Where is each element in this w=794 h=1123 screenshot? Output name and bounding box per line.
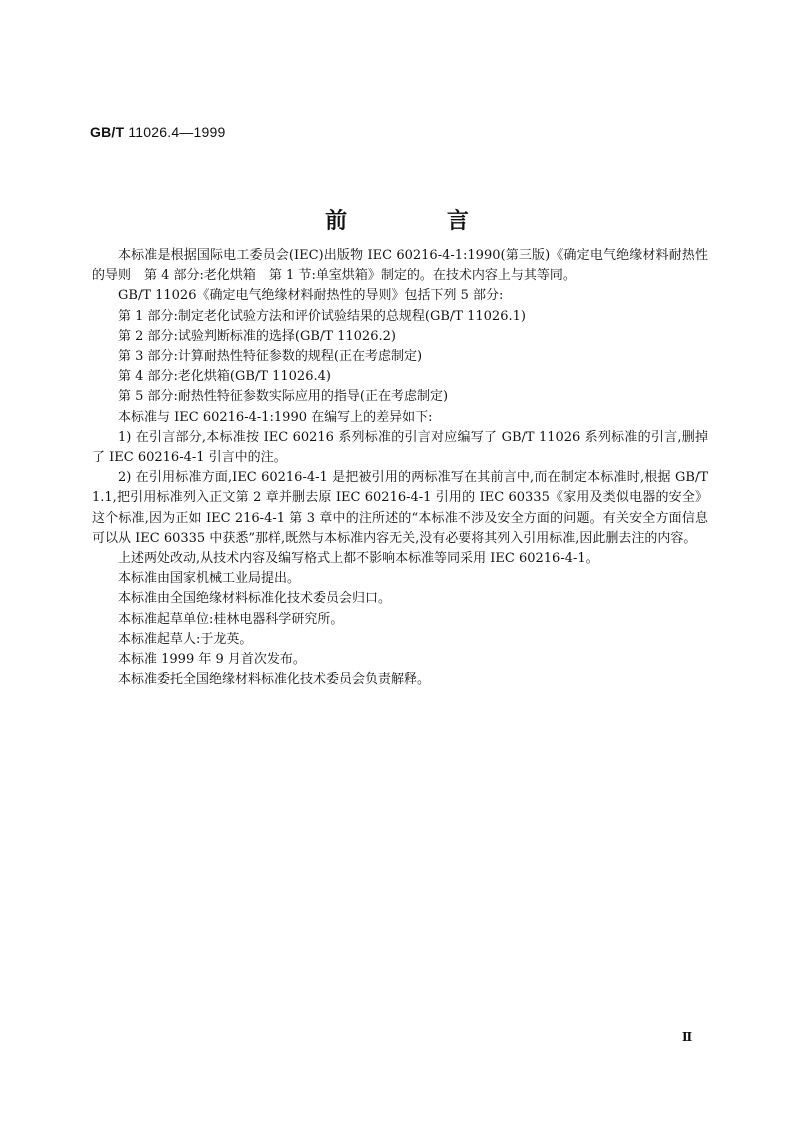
standard-code-number: 11026.4—1999	[128, 124, 226, 140]
foreword-body	[92, 246, 708, 690]
paragraph-series-intro: GB/T 11026《确定电气绝缘材料耐热性的导则》包括下列 5 部分:	[118, 288, 504, 304]
paragraph-differences-intro: 本标准与 IEC 60216-4-1:1990 在编写上的差异如下:	[118, 409, 433, 425]
standard-code	[90, 124, 225, 140]
paragraph-drafting-unit: 本标准起草单位:桂林电器科学研究所。	[118, 611, 344, 627]
list-item-part-2: 第 2 部分:试验判断标准的选择(GB/T 11026.2)	[118, 328, 396, 344]
paragraph-origin: 本标准是根据国际电工委员会(IEC)出版物 IEC 60216-4-1:1990(第三版)《确定电气绝缘材料耐热性的导则 第 4 部分:老化烘箱 第 1 节:单室烘箱》制定的。在技术内容上与其等同。	[92, 248, 708, 284]
paragraph-interpretation: 本标准委托全国绝缘材料标准化技术委员会负责解释。	[118, 672, 431, 688]
paragraph-equivalence: 上述两处改动,从技术内容及编写格式上都不影响本标准等同采用 IEC 60216-4-1。	[118, 551, 599, 567]
page-title: 前 言	[325, 209, 515, 234]
paragraph-proposer: 本标准由国家机械工业局提出。	[118, 571, 301, 587]
paragraph-difference-1: 1) 在引言部分,本标准按 IEC 60216 系列标准的引言对应编写了 GB/T 11026 系列标准的引言,删掉了 IEC 60216-4-1 引言中的注。	[92, 429, 708, 466]
list-item-part-5: 第 5 部分:耐热性特征参数实际应用的指导(正在考虑制定)	[118, 389, 449, 405]
list-item-part-4: 第 4 部分:老化烘箱(GB/T 11026.4)	[118, 369, 331, 385]
page-number: Ⅱ	[682, 1030, 693, 1044]
list-item-part-3: 第 3 部分:计算耐热性特征参数的规程(正在考虑制定)	[118, 349, 423, 365]
paragraph-drafter: 本标准起草人:于龙英。	[118, 631, 253, 647]
paragraph-centralized-by: 本标准由全国绝缘材料标准化技术委员会归口。	[118, 591, 392, 607]
list-item-part-1: 第 1 部分:制定老化试验方法和评价试验结果的总规程(GB/T 11026.1)	[118, 308, 526, 324]
standard-code-prefix: GB/T	[90, 124, 125, 140]
paragraph-first-release: 本标准 1999 年 9 月首次发布。	[118, 652, 306, 668]
paragraph-difference-2: 2) 在引用标准方面,IEC 60216-4-1 是把被引用的两标准写在其前言中,而在制定本标准时,根据 GB/T 1.1,把引用标准列入正文第 2 章并删去原 IEC 60216-4-1 引用的 IEC 60335《家用及类似电器的安全》这个标准,因为正如 IEC 216-4-1 第 3 章中的注所述的“本标准不涉及安全方面的问题。有关安全方面信息可以从 IEC 60335 中获悉”那样,既然与本标准内容无关,没有必要将其列入引用标准,因此删去注的内容。	[92, 470, 708, 546]
